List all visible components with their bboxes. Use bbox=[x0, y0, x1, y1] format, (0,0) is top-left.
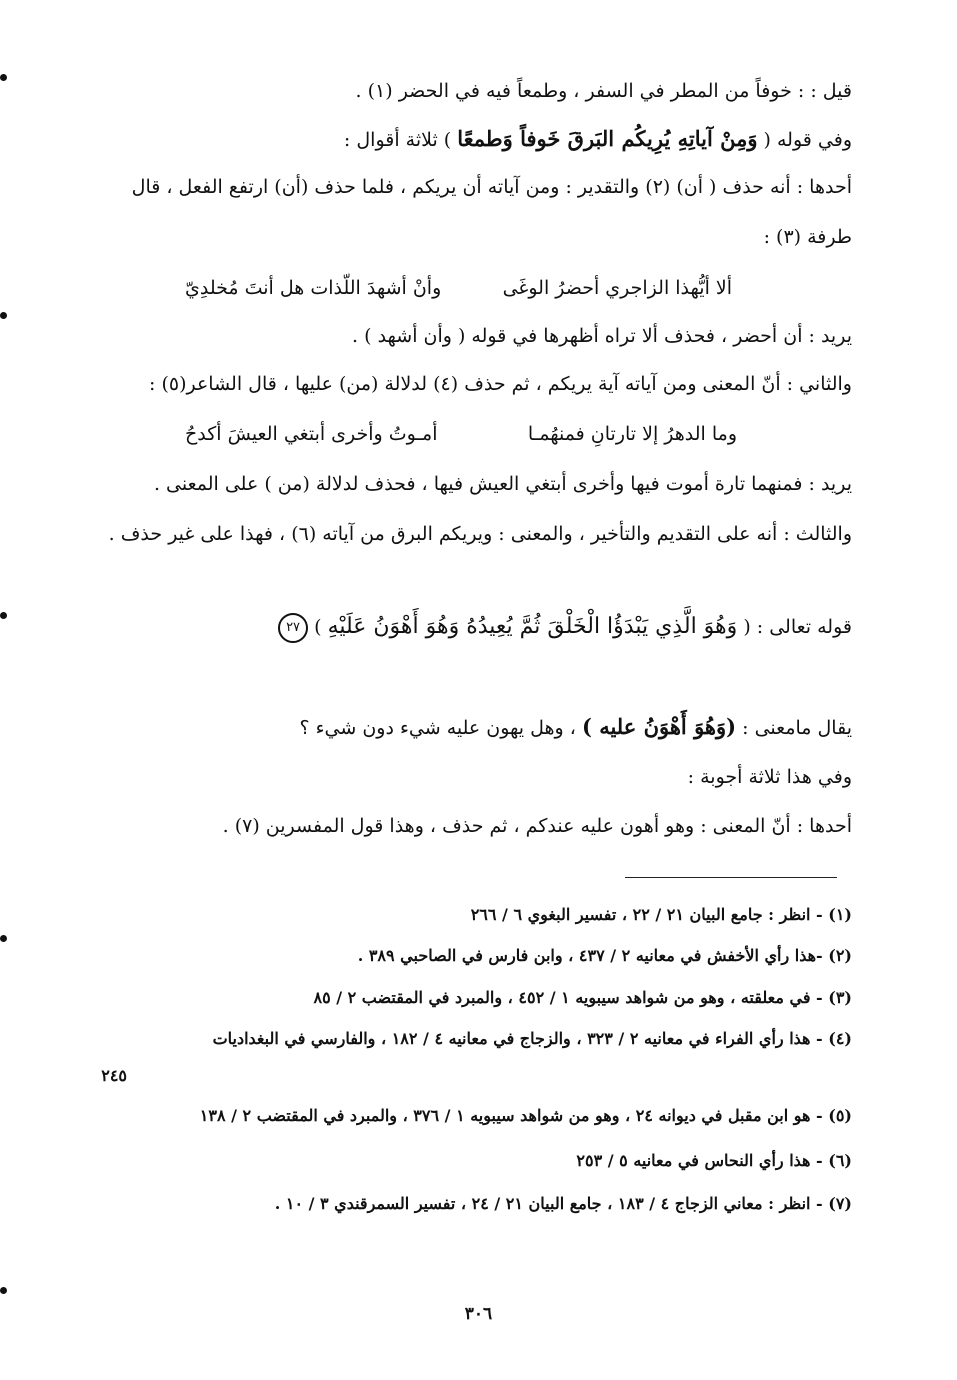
text-fragment: ) bbox=[314, 616, 322, 638]
text-fragment: قوله تعالى : ( bbox=[743, 616, 852, 638]
binding-hole-dot bbox=[0, 612, 7, 619]
quran-quote: (وَهُوَ أَهْوَنُ عليه ) bbox=[581, 714, 737, 739]
footnote: (٧) - انظر : معاني الزجاج ٤ / ١٨٣ ، جامع البيان ٢١ / ٢٤ ، تفسير السمرقندي ٣ / ١٠ . bbox=[274, 1194, 852, 1213]
quran-quote: وَمِنْ آياتِهِ يُرِيكُم البَرقَ خَوفاً وَطمعًا bbox=[457, 126, 758, 151]
ayah-number-icon: ٢٧ bbox=[278, 613, 308, 643]
verse-hemistich: وما الدهرُ إلا تارتانِ فمنهُمـا bbox=[527, 423, 737, 445]
text-line: والثالث : أنه على التقديم والتأخير ، والمعنى : ويريكم البرق من آياته (٦) ، فهذا على غير حذف . bbox=[108, 523, 852, 545]
text-fragment: يقال مامعنى : bbox=[742, 717, 852, 739]
text-line: طرفة (٣) : bbox=[763, 226, 852, 248]
verse-hemistich: ألا أيُّهذا الزاجري أحضرُ الوغَى bbox=[502, 277, 732, 299]
footnote: (٥) - هو ابن مقبل في ديوانه ٢٤ ، وهو من شواهد سيبويه ١ / ٣٧٦ ، والمبرد في المقتضب ٢ / ١٣٨ bbox=[199, 1106, 852, 1125]
verse-hemistich: وأنْ أشهدَ اللّذات هل أنتَ مُخلدِيّ bbox=[185, 277, 442, 299]
text-line: يريد : فمنهما تارة أموت فيها وأخرى أبتغي العيش فيها ، فحذف لدلالة (من ) على المعنى . bbox=[153, 473, 852, 495]
binding-hole-dot bbox=[0, 935, 7, 942]
text-line: قيل : : خوفاً من المطر في السفر ، وطمعاً فيه في الحضر (١) . bbox=[355, 80, 852, 102]
text-fragment: ) ثلاثة أقوال : bbox=[343, 129, 452, 151]
text-line bbox=[299, 714, 852, 741]
text-line: أحدها : أنّ المعنى : وهو أهون عليه عندكم ، ثم حذف ، وهذا قول المفسرين (٧) . bbox=[222, 815, 852, 837]
text-line bbox=[272, 613, 852, 643]
footnote-separator bbox=[625, 877, 837, 878]
text-line: وفي هذا ثلاثة أجوبة : bbox=[687, 766, 852, 788]
text-fragment: ، وهل يهون عليه شيء دون شيء ؟ bbox=[299, 717, 576, 739]
quran-verse: وَهُوَ الَّذِي يَبْدَؤُا الْخَلْقَ ثُمَّ يُعِيدُهُ وَهُوَ أَهْوَنُ عَلَيْهِ bbox=[327, 614, 738, 639]
binding-hole-dot bbox=[0, 1287, 7, 1294]
verse-hemistich: أمـوتُ وأخرى أبتغي العيشَ أكدحُ bbox=[185, 423, 438, 445]
text-fragment: وفي قوله ( bbox=[763, 129, 852, 151]
binding-hole-dot bbox=[0, 312, 7, 319]
footnote: (١) - انظر : جامع البيان ٢١ / ٢٢ ، تفسير البغوي ٦ / ٢٦٦ bbox=[470, 905, 852, 924]
text-line: أحدها : أنه حذف ( أن) (٢) والتقدير : ومن آياته أن يريكم ، فلما حذف (أن) ارتفع الفعل ، قال bbox=[131, 176, 852, 198]
text-line bbox=[344, 126, 852, 153]
footnote: (٦) - هذا رأي النحاس في معانيه ٥ / ٢٥٣ bbox=[576, 1151, 852, 1170]
footnote: (٤) - هذا رأي الفراء في معانيه ٢ / ٣٢٣ ، والزجاج في معانيه ٤ / ١٨٢ ، والفارسي في البغداديات bbox=[212, 1029, 852, 1048]
footnote: (٣) - في معلقته ، وهو من شواهد سيبويه ١ / ٤٥٢ ، والمبرد في المقتضب ٢ / ٨٥ bbox=[313, 988, 852, 1007]
binding-hole-dot bbox=[0, 74, 7, 81]
footnote: (٢) -هذا رأي الأخفش في معانيه ٢ / ٤٣٧ ، وابن فارس في الصاحبي ٣٨٩ . bbox=[357, 946, 852, 965]
page-number: ٣٠٦ bbox=[464, 1304, 493, 1324]
footnote-continuation: ٢٤٥ bbox=[101, 1066, 127, 1085]
text-line: يريد : أن أحضر ، فحذف ألا تراه أظهرها في قوله ( وأن أشهد ) . bbox=[352, 325, 852, 347]
text-line: والثاني : أنّ المعنى ومن آياته آية يريكم ، ثم حذف (٤) لدلالة (من) عليها ، قال الشاعر(٥) : bbox=[149, 373, 852, 395]
